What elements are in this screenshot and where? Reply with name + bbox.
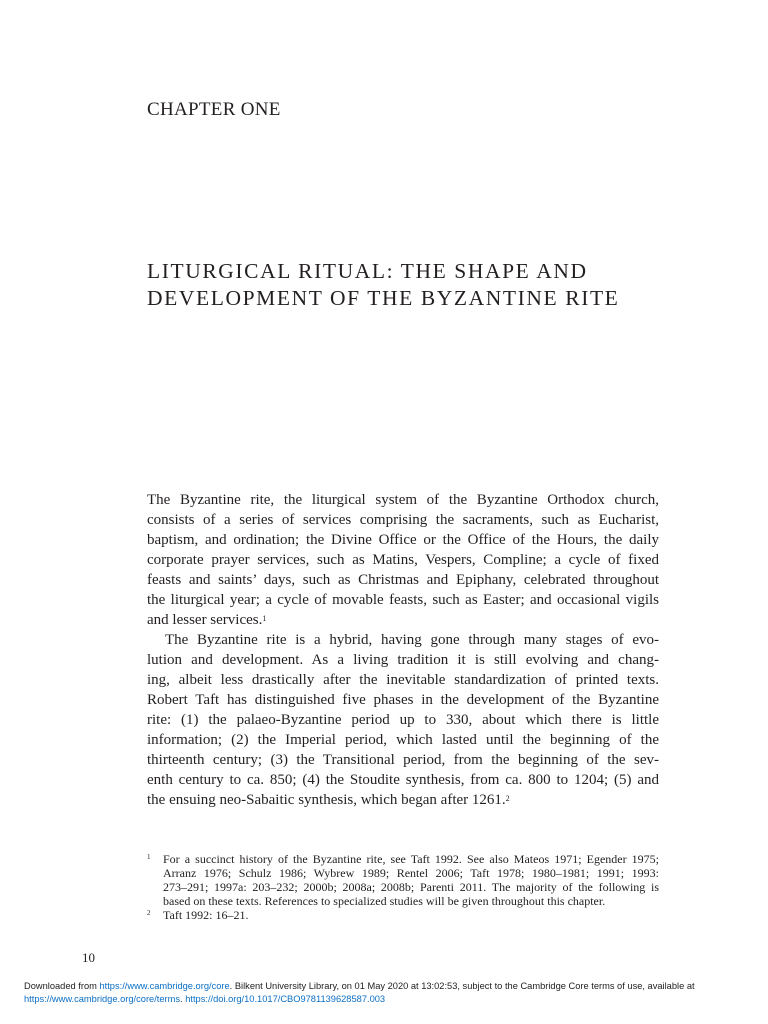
paragraph-2 (147, 630, 659, 810)
citation-separator: . (180, 994, 186, 1004)
footnotes (147, 852, 659, 922)
text-line: ing, albeit less drastically after the inevitable standardization of printed texts. (147, 672, 659, 688)
text-line (147, 610, 659, 630)
text-line: lution and development. As a living tradition it is still evolving and chang- (147, 652, 659, 668)
download-citation (24, 980, 754, 1006)
text-line: The Byzantine rite is a hybrid, having gone through many stages of evo- (165, 632, 659, 648)
citation-prefix: Downloaded from (24, 981, 100, 991)
footnote-line: Taft 1992: 16–21. (163, 908, 249, 922)
footnote-ref-2[interactable]: 2 (505, 794, 510, 803)
body-text (147, 490, 659, 810)
footnote-1 (147, 852, 659, 908)
footnote-ref-1[interactable]: 1 (262, 614, 267, 623)
text-line: baptism, and ordination; the Divine Office or the Office of the Hours, the daily (147, 532, 659, 548)
terms-link[interactable]: https://www.cambridge.org/core/terms (24, 994, 181, 1004)
chapter-label: CHAPTER ONE (147, 99, 281, 120)
footnote-line: based on these texts. References to specialized studies will be given throughout this chapter. (163, 894, 606, 908)
footnote-line: Arranz 1976; Schulz 1986; Wybrew 1989; Rentel 2006; Taft 1978; 1980–1981; 1991; 1993: (163, 866, 659, 880)
footnote-2 (147, 908, 659, 922)
doi-link[interactable]: https://doi.org/10.1017/CBO9781139628587.003 (185, 994, 386, 1004)
text-line: information; (2) the Imperial period, which lasted until the beginning of the (147, 732, 659, 748)
text-line: consists of a series of services comprising the sacraments, such as Eucharist, (147, 512, 659, 528)
footnote-line: 273–291; 1997a: 203–232; 2000b; 2008a; 2008b; Parenti 2011. The majority of the following is (163, 880, 659, 894)
chapter-title-line: LITURGICAL RITUAL: THE SHAPE AND (147, 259, 588, 283)
citation-middle: . Bilkent University Library, on 01 May 2020 at 13:02:53, subject to the Cambridge Core terms of use, available at (229, 981, 695, 991)
footnote-mark: 1 (147, 853, 151, 861)
paragraph-1 (147, 490, 659, 630)
text-line: corporate prayer services, such as Matins, Vespers, Compline; a cycle of fixed (147, 552, 659, 568)
text-line: The Byzantine rite, the liturgical system of the Byzantine Orthodox church, (147, 492, 659, 508)
text-line: feasts and saints’ days, such as Christmas and Epiphany, celebrated throughout (147, 572, 659, 588)
text-line-content: the ensuing neo-Sabaitic synthesis, which began after 1261. (147, 792, 506, 808)
text-line: Robert Taft has distinguished five phases in the development of the Byzantine (147, 692, 659, 708)
text-line: rite: (1) the palaeo-Byzantine period up to 330, about which there is little (147, 712, 659, 728)
chapter-title-line: DEVELOPMENT OF THE BYZANTINE RITE (147, 286, 620, 310)
chapter-title (147, 258, 667, 312)
page-number: 10 (82, 950, 95, 965)
text-line: thirteenth century; (3) the Transitional period, from the beginning of the sev- (147, 752, 659, 768)
text-line-content: and lesser services. (147, 612, 263, 628)
footnote-mark: 2 (147, 909, 151, 917)
text-line: the liturgical year; a cycle of movable feasts, such as Easter; and occasional vigils (147, 592, 659, 608)
footnote-line: For a succinct history of the Byzantine rite, see Taft 1992. See also Mateos 1971; Egender 1975; (163, 852, 659, 866)
text-line (147, 790, 659, 810)
cambridge-core-link[interactable]: https://www.cambridge.org/core (99, 981, 230, 991)
text-line: enth century to ca. 850; (4) the Stoudite synthesis, from ca. 800 to 1204; (5) and (147, 772, 659, 788)
